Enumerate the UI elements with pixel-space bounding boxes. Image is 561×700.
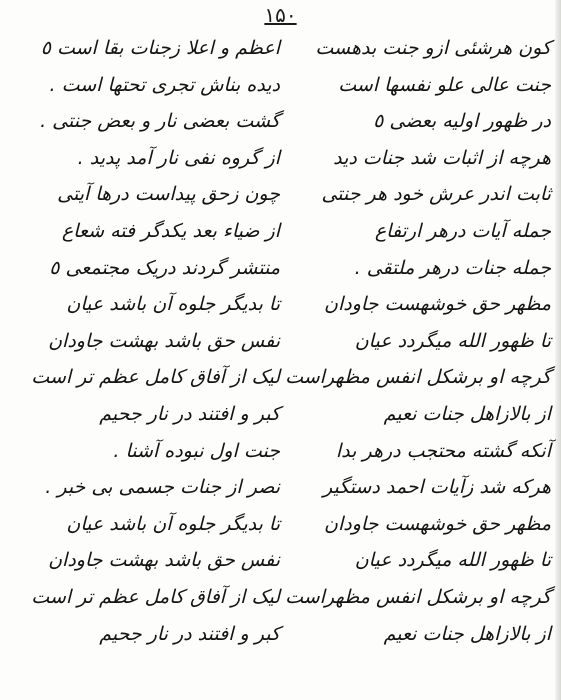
right-hemistich: در ظهور اولیه بعضی ٥ [373,110,551,133]
right-hemistich: کون هرشئی ازو جنت بدهست [315,37,551,59]
page-number-text: ۱۵۰ [264,3,297,27]
left-hemistich: تا بدیگر جلوه آن باشد عیان [66,512,280,535]
verse-line [0,103,561,139]
verse-line [0,396,561,432]
verse-line [0,140,561,176]
verse-line [0,433,561,469]
page-number [0,3,561,27]
right-hemistich: ثابت اندر عرش خود هر جنتی [321,183,551,206]
verse-line [0,286,561,322]
right-hemistich: هرکه شد زآیات احمد دستگیر [322,476,551,499]
verse-line [0,30,561,66]
right-hemistich: تا ظهور الله میگردد عیان [354,329,551,352]
right-hemistich: از بالازاهل جنات نعیم [383,622,551,645]
left-hemistich: لیک از آفاق کامل عظم تر است [31,586,280,608]
right-hemistich: جمله جنات درهر ملتقی . [354,256,551,279]
right-hemistich: جنت عالی علو نفسها است [338,73,551,96]
left-hemistich: کبر و افتند در نار جحیم [99,622,280,645]
verse-line [0,323,561,359]
left-hemistich: دیده بناش تجری تحتها است . [49,73,280,96]
left-hemistich: منتشر گردند دریک مجتمعی ٥ [49,256,280,279]
right-hemistich: گرچه او برشکل انفس مظهراست [285,586,551,608]
verse-line [0,213,561,249]
right-hemistich: جمله آیات درهر ارتفاع [374,220,551,242]
left-hemistich: از گروه نفی نار آمد پدید . [77,146,280,169]
verse-line [0,67,561,103]
left-hemistich: اعظم و اعلا زجنات بقا است ٥ [40,37,280,59]
right-hemistich: مظهر حق خوشهست جاودان [324,293,551,316]
left-hemistich: نصر از جنات جسمی بی خبر . [45,476,280,499]
right-hemistich: گرچه او برشکل انفس مظهراست [285,366,551,389]
left-hemistich: نفس حق باشد بهشت جاودان [48,549,280,572]
left-hemistich: گشت بعضی نار و بعض جنتی . [40,110,280,133]
left-hemistich: کبر و افتند در نار جحیم [99,403,280,425]
verse-line [0,542,561,578]
verse-line [0,469,561,505]
right-hemistich: هرچه از اثبات شد جنات دید [333,146,551,169]
right-hemistich: آنکه گشته محتجب درهر بدا [335,439,551,462]
left-hemistich: نفس حق باشد بهشت جاودان [48,329,280,352]
right-hemistich: مظهر حق خوشهست جاودان [324,512,551,535]
verse-line [0,616,561,652]
right-hemistich: تا ظهور الله میگردد عیان [354,549,551,572]
verse-line [0,176,561,212]
verse-line [0,359,561,395]
verse-line [0,250,561,286]
left-hemistich: چون زحق پیداست درها آیتی [57,183,280,206]
right-hemistich: از بالازاهل جنات نعیم [383,403,551,425]
left-hemistich: از ضیاء بعد یکدگر فته شعاع [61,220,280,242]
left-hemistich: جنت اول نبوده آشنا . [113,439,280,462]
left-hemistich: تا بدیگر جلوه آن باشد عیان [66,293,280,316]
verse-line [0,506,561,542]
left-hemistich: لیک از آفاق کامل عظم تر است [31,366,280,389]
verse-line [0,579,561,615]
